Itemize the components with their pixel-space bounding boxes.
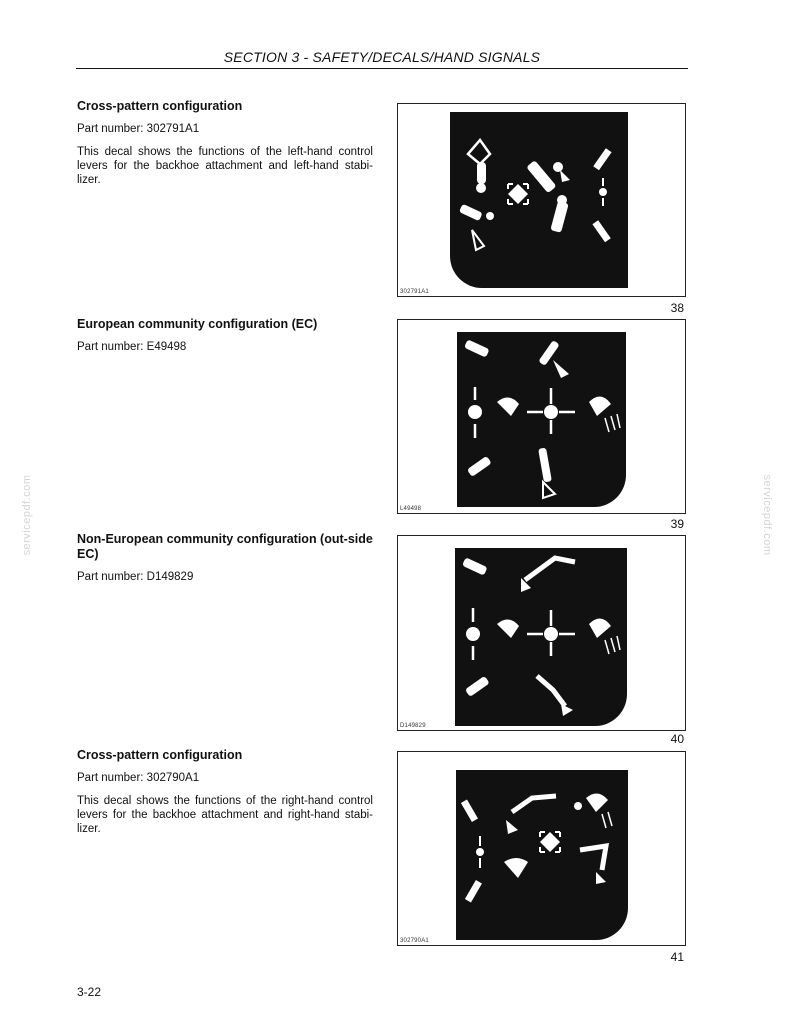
- part-number: Part number: E49498: [77, 341, 187, 353]
- figure-40: [397, 535, 686, 731]
- decal-non-ec: [455, 548, 627, 726]
- section-heading: European community configuration (EC): [77, 317, 318, 331]
- figure-code: L49498: [400, 506, 422, 512]
- decal-symbols: [457, 332, 626, 507]
- figure-code: D149829: [400, 723, 426, 729]
- figure-38: [397, 103, 686, 297]
- part-number: Part number: 302791A1: [77, 123, 200, 135]
- section-heading: Non-European community configuration (out-side EC): [77, 532, 373, 561]
- decal-symbols: [456, 770, 628, 940]
- figure-number: 39: [670, 517, 684, 531]
- watermark-right: servicepdf.com: [761, 474, 773, 556]
- watermark-left: servicepdf.com: [21, 474, 33, 556]
- figure-39: [397, 319, 686, 514]
- decal-cross-pattern-right: [456, 770, 628, 940]
- decal-ec: [457, 332, 626, 507]
- figure-number: 41: [670, 950, 684, 964]
- section-ec: [77, 317, 373, 363]
- section-cross-pattern-right: [77, 748, 373, 845]
- decal-symbols: [455, 548, 627, 726]
- section-heading: Cross-pattern configuration: [77, 748, 243, 762]
- page-number: 3-22: [77, 985, 102, 999]
- decal-cross-pattern-left: [450, 112, 628, 288]
- part-number: Part number: D149829: [77, 571, 194, 583]
- section-cross-pattern-left: [77, 99, 373, 196]
- part-number: Part number: 302790A1: [77, 772, 200, 784]
- section-description: This decal shows the functions of the left-hand control levers for the backhoe attachment and left-hand stabi-lizer.: [77, 146, 373, 186]
- figure-41: [397, 751, 686, 946]
- figure-code: 302790A1: [400, 938, 429, 944]
- figure-number: 40: [670, 732, 684, 746]
- decal-symbols: [450, 112, 628, 288]
- figure-code: 302791A1: [400, 289, 429, 295]
- page-header: SECTION 3 - SAFETY/DECALS/HAND SIGNALS: [223, 49, 541, 65]
- header-rule: [76, 68, 688, 69]
- section-heading: Cross-pattern configuration: [77, 99, 243, 113]
- figure-number: 38: [670, 301, 684, 315]
- section-description: This decal shows the functions of the right-hand control levers for the backhoe attachment and right-hand stabi-lizer.: [77, 795, 373, 835]
- section-non-ec: [77, 532, 373, 593]
